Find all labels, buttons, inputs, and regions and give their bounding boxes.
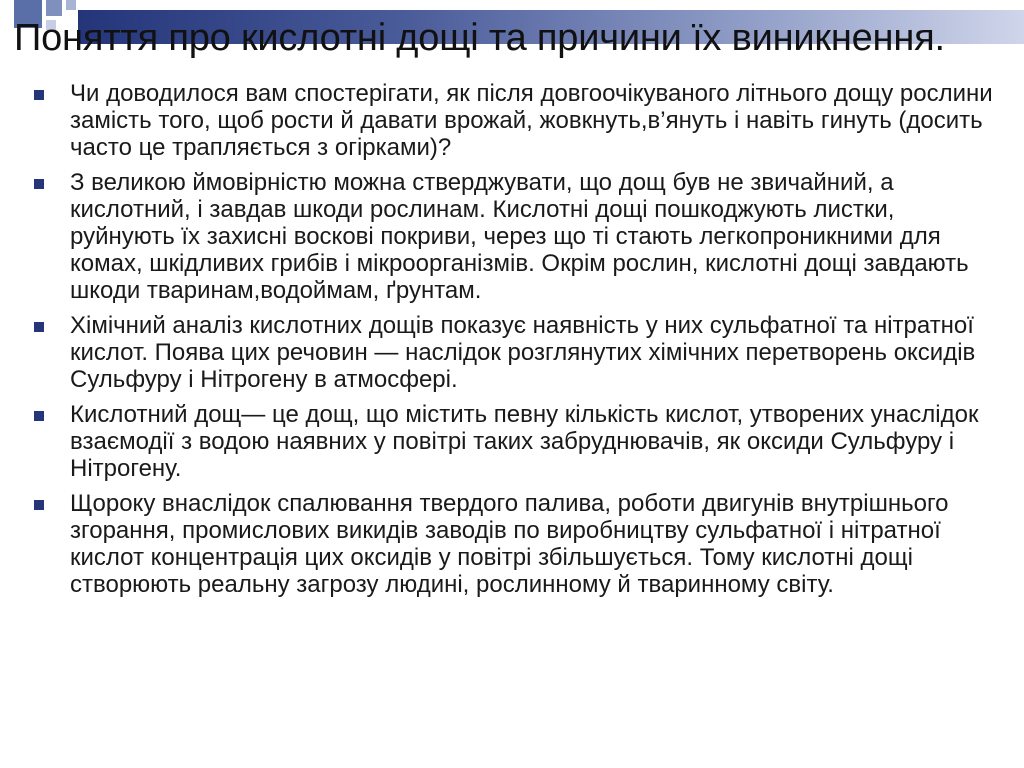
square-bullet-icon [34, 500, 44, 510]
list-item [30, 169, 1000, 304]
bullet-list [30, 80, 1000, 606]
list-item-text: Чи доводилося вам спостерігати, як після довгоочікуваного літнього дощу рослини замість того, щоб рости й давати врожай, жовкнуть,в’януть і навіть гинуть (досить часто це трапляється з огірками)? [70, 80, 993, 161]
slide-title: Поняття про кислотні дощі та причини їх виникнення. [14, 17, 945, 59]
square-bullet-icon [34, 90, 44, 100]
list-item-text: Хімічний аналіз кислотних дощів показує наявність у них сульфатної та нітратної кислот. Поява цих речовин — наслідок розглянутих хімічних перетворень оксидів Сульфуру і Нітрогену в атмосфері. [70, 312, 976, 393]
list-item [30, 312, 1000, 393]
list-item [30, 80, 1000, 161]
list-item-text: Кислотний дощ— це дощ, що містить певну кількість кислот, утворених унаслідок взаємодії з водою наявних у повітрі таких забруднювачів, як оксиди Сульфуру і Нітрогену. [70, 401, 979, 482]
square-bullet-icon [34, 322, 44, 332]
list-item-text: З великою ймовірністю можна стверджувати, що дощ був не звичайний, а кислотний, і завдав шкоди рослинам. Кислотні дощі пошкоджують листки, руйнують їх захисні воскові покриви, через що ті стають легкопроникними для комах, шкідливих грибів і мікроорганізмів. Окрім рослин, кислотні дощі завдають шкоди тваринам,водоймам, ґрунтам. [70, 169, 969, 304]
decorative-square [66, 0, 76, 10]
list-item-text: Щороку внаслідок спалювання твердого палива, роботи двигунів внутрішнього згорання, промислових викидів заводів по виробництву сульфатної і нітратної кислот концентрація цих оксидів у повітрі збільшується. Тому кислотні дощі створюють реальну загрозу людині, рослинному й тваринному світу. [70, 490, 949, 598]
list-item [30, 401, 1000, 482]
list-item [30, 490, 1000, 598]
square-bullet-icon [34, 411, 44, 421]
square-bullet-icon [34, 179, 44, 189]
